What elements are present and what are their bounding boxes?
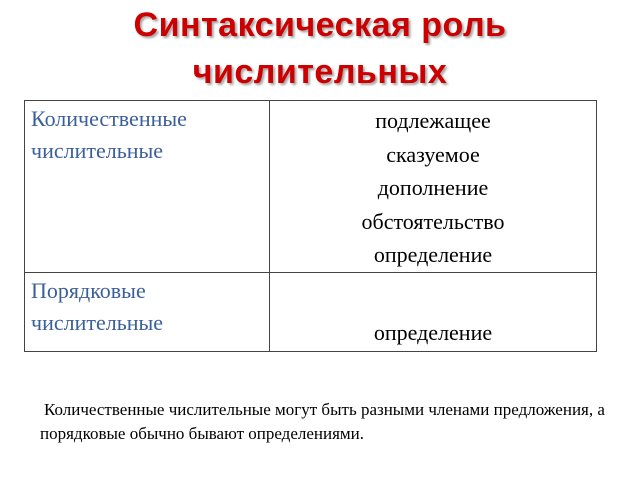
title-line-2: числительных [192, 53, 448, 91]
ordinal-roles-cell [270, 273, 597, 352]
title-line-1: Синтаксическая роль [133, 6, 507, 44]
role-attribute-ordinal: определение [373, 319, 493, 345]
role-subject: подлежащее [375, 108, 491, 133]
numerals-roles-table [24, 100, 597, 352]
cardinal-type-line-2: числительные [31, 138, 164, 163]
table-row-cardinal [25, 101, 597, 273]
ordinal-type-line-2: числительные [31, 310, 164, 335]
role-predicate: сказуемое [386, 141, 480, 167]
role-attribute: определение [373, 242, 493, 267]
cardinal-roles-cell [270, 101, 597, 273]
cardinal-type-cell [25, 101, 270, 273]
role-adverbial: обстоятельство [361, 208, 505, 234]
ordinal-type-line-1: Порядковые [31, 278, 146, 303]
slide-title [0, 2, 640, 96]
table-row-ordinal [25, 273, 597, 352]
cardinal-type-line-1: Количественные [31, 106, 187, 131]
role-object: дополнение [377, 175, 489, 200]
ordinal-type-cell [25, 273, 270, 352]
summary-note: Количественные числительные могут быть разными членами предложения, а порядковые обычно бывают определениями. [40, 400, 605, 443]
